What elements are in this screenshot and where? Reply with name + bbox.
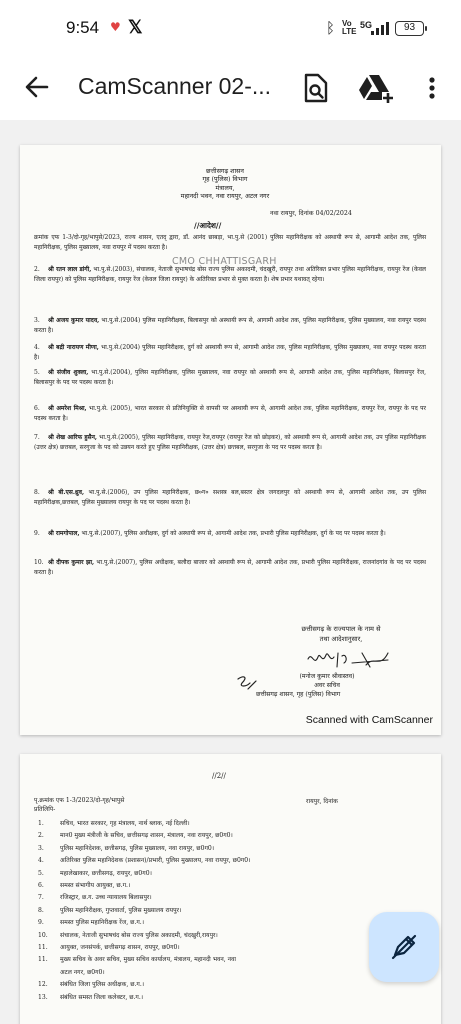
volte-indicator	[342, 20, 357, 36]
order-title: //आदेश//	[194, 221, 222, 230]
copy-number: 12.	[38, 981, 48, 989]
copy-number: 4.	[38, 857, 44, 865]
document-viewer[interactable]	[0, 120, 461, 1024]
paragraph-text: भा.पु.से. (2005), भारत सरकार से प्रतिनियुक्ति से वापसी पर अस्थायी रूप से, आगामी आदेश तक, पुलिस महानिरीक्षक, रायपुर रेंज, रायपुर के पद पर पदस्थ करता है।	[34, 405, 426, 422]
copy-text: मुख्य सचिव के अवर सचिव, मुख्य सचिव कार्यालय, मंत्रालय, महानदी भवन, नवा	[60, 956, 236, 964]
copy-number: 13.	[38, 993, 48, 1001]
document-page-1	[20, 145, 441, 735]
copy-text: सचिव, भारत सरकार, गृह मंत्रालय, नार्थ ब्लाक, नई दिल्ली।	[60, 820, 190, 827]
list-item	[34, 992, 429, 1004]
copy-text: महालेखाकार, छत्तीसगढ़, रायपुर, छ0ग0।	[60, 869, 152, 877]
list-item	[34, 979, 429, 991]
signatory-name	[272, 672, 382, 690]
copy-text: समस्त संभागीय आयुक्त, छ.ग.।	[60, 882, 131, 890]
paragraph-number: 5.	[34, 369, 40, 376]
paragraph-number: 7.	[34, 434, 40, 441]
copy-text: संचालक, नेताजी सुभाषचंद बोस राज्य पुलिस अकादमी, चंदखुरी,रायपुर।	[60, 931, 218, 939]
document-page-2	[20, 754, 441, 1024]
order-paragraph	[34, 265, 426, 284]
copy-text: आयुक्त, जनसंपर्क, छत्तीसगढ़ शासन, रायपुर, छ0ग0।	[60, 944, 180, 952]
order-intro: क्रमांक एफ 1-3/दो-गृह/भापुसे/2023, राज्य शासन, एतद् द्वारा, डॉ. आनंद छाबड़ा, भा.पु.से (2001) पुलिस महानिरीक्षक को अस्थायी रूप से, आगामी आदेश तक, पुलिस महानिरीक्षक, पुलिस मुख्यालय, नवा रायपुर में पदस्थ करता है।	[34, 234, 426, 251]
paragraph-text: भा.पु.से.(2007), पुलिस अधीक्षक, बलौदा बाजार को अस्थायी रूप से, आगामी आदेश तक, प्रभारी पुलिस महानिरीक्षक, राजनांदगांव के पद पर पदस्थ करता है।	[34, 559, 426, 576]
paragraph-text: भा.पु.से.(2004) पुलिस महानिरीक्षक, बिलासपुर को अस्थायी रूप से, आगामी आदेश तक, पुलिस महानिरीक्षक, पुलिस मुख्यालय, नवा रायपुर पदस्थ करता है।	[34, 317, 426, 334]
list-item	[34, 880, 429, 892]
watermark-text: CMO CHHATTISGARH	[172, 256, 277, 267]
network-type: 5G	[360, 20, 373, 30]
paragraph-number: 6.	[34, 405, 40, 412]
copy-number: 8.	[38, 906, 44, 914]
paragraph-number: 9.	[34, 530, 40, 537]
copy-text: अतिरिक्त पुलिस महानिदेशक (प्रशासन)/प्रभारी, पुलिस मुख्यालय, नवा रायपुर, छ0ग0।	[60, 857, 251, 865]
status-bar	[0, 0, 461, 58]
officer-name: श्री बद्री नारायण मीणा,	[48, 344, 99, 351]
order-paragraph	[34, 488, 426, 507]
officer-name: श्री अमरेश मिश्रा,	[48, 405, 87, 412]
bluetooth-icon: ᛒ	[326, 19, 336, 37]
add-to-drive-button[interactable]	[358, 71, 394, 105]
list-item	[34, 855, 429, 867]
volte-top: Vo	[342, 19, 352, 28]
copy-text: पुलिस महानिरीक्षक, गुप्तवार्ता, पुलिस मुख्यालय रायपुर।	[60, 906, 182, 914]
signatory-name-text: (मनोज कुमार श्रीवास्तव)	[299, 673, 355, 680]
paragraph-number: 8.	[34, 489, 40, 496]
x-notification-icon: 𝕏	[128, 17, 143, 37]
paragraph-number: 3.	[34, 317, 40, 324]
officer-name: श्री रामगोपाल,	[48, 530, 80, 537]
list-item	[34, 843, 429, 855]
order-date: नवा रायपुर, दिनांक 04/02/2024	[270, 210, 352, 217]
edit-fab-button[interactable]	[369, 912, 439, 982]
volte-bottom: LTE	[342, 27, 357, 36]
paragraph-text: भा.पु.से.(2007), पुलिस अधीक्षक, दुर्ग को अस्थायी रूप से, आगामी आदेश तक, प्रभारी पुलिस महानिरीक्षक, दुर्ग के पद पर पदस्थ करता है।	[79, 530, 386, 537]
header-line: मंत्रालय,	[215, 183, 235, 192]
edit-pen-icon	[390, 933, 418, 961]
copy-text: रजिस्ट्रार, छ.ग. उच्च न्यायालय बिलासपुर।	[60, 894, 152, 902]
header-line: महानदी भवन, नवा रायपुर, अटल नगर	[180, 192, 270, 201]
copy-number: 2.	[38, 832, 44, 840]
copy-text: संबंधित जिला पुलिस अधीक्षक, छ.ग.।	[60, 981, 145, 989]
copy-number: 7.	[38, 894, 44, 902]
copy-number: 10.	[38, 931, 48, 939]
list-item	[34, 868, 429, 880]
scanned-with-camscanner: Scanned with CamScanner	[305, 714, 433, 726]
paragraph-text: भा.पु.से.(2006), उप पुलिस महानिरीक्षक, छ०ग० सशस्त्र बल,बस्तर क्षेत्र जगदलपुर को अस्थायी रूप से, आगामी आदेश तक, उप पुलिस महानिरीक्षक,छत्तबल, पुलिस मुख्यालय रायपुर के पद पर पदस्थ करता है।	[34, 489, 426, 506]
signatory-office: छत्तीसगढ़ शासन, गृह (पुलिस) विभाग	[256, 691, 341, 698]
order-paragraph	[34, 343, 426, 362]
officer-name: श्री बी.एस.ध्रुव,	[48, 489, 85, 496]
officer-name: श्री संजीव शुक्ला,	[48, 369, 89, 376]
more-options-button[interactable]	[422, 72, 442, 104]
back-arrow-icon	[22, 72, 52, 102]
list-item	[34, 892, 429, 904]
reference-line: पृ.क्रमांक एफ 1-3/2023/दो-गृह/भापुसे	[34, 797, 125, 804]
closing-block	[256, 625, 426, 645]
paragraph-number: 10.	[34, 559, 44, 566]
copy-text: संबंधित समस्त जिला कलेक्टर, छ.ग.।	[60, 993, 144, 1001]
copy-heading: प्रतिलिपि-	[34, 806, 56, 813]
copy-number: 3.	[38, 844, 44, 852]
order-paragraph	[34, 529, 426, 539]
app-bar	[0, 58, 461, 120]
more-vert-icon	[422, 72, 442, 104]
header-line: छत्तीसगढ़ शासन	[206, 167, 244, 175]
document-title: CamScanner 02-...	[78, 73, 272, 99]
back-button[interactable]	[22, 72, 52, 102]
signal-strength-icon	[371, 21, 389, 35]
copy-text: पुलिस महानिदेशक, छत्तीसगढ़, पुलिस मुख्यालय, नवा रायपुर, छ0ग0।	[60, 844, 215, 852]
paragraph-number: 4.	[34, 344, 40, 351]
officer-name: श्री रतन लाल डांगी,	[48, 266, 92, 273]
order-paragraph	[34, 316, 426, 335]
google-lens-icon	[301, 71, 331, 105]
status-time: 9:54	[66, 18, 100, 37]
copy-number: 6.	[38, 882, 44, 890]
copy-list	[34, 818, 429, 1004]
paragraph-text: भा.पु.से.(2005), पुलिस महानिरीक्षक, रायपुर रेंज,रायपुर (रायपुर रेंज को छोड़कर), को अस्थायी रूप से, आगामी आदेश तक, उप पुलिस महानिरीक्षक (उत्तर क्षेत्र) छत्तबल, सरगुजा के पद को उन्नयन करते हुए पुलिस महानिरीक्षक, (उत्तर क्षेत्र) छत्तबल, सरगुजा के पद पर पदस्थ करता है।	[34, 434, 427, 451]
letterhead	[120, 167, 330, 201]
order-paragraph	[34, 433, 426, 452]
order-paragraph	[34, 368, 426, 387]
paragraph-text: भा.पु.से.(2004) पुलिस महानिरीक्षक, दुर्ग को अस्थायी रूप से, आगामी आदेश तक, पुलिस महानिरीक्षक, पुलिस मुख्यालय, नवा रायपुर पदस्थ करता है।	[34, 344, 426, 361]
google-lens-button[interactable]	[301, 71, 331, 105]
list-item	[34, 818, 429, 830]
copy-number: 9.	[38, 919, 44, 927]
closing-line: छत्तीसगढ़ के राज्यपाल के नाम से	[301, 625, 381, 633]
page-number: //2//	[212, 772, 226, 780]
header-line: गृह (पुलिस) विभाग	[202, 175, 248, 184]
battery-indicator: 93	[395, 21, 424, 36]
order-paragraph	[34, 558, 426, 577]
copy-number: 11.	[38, 944, 48, 952]
copy-text: अटल नगर, छ0ग0।	[60, 968, 105, 976]
officer-name: श्री दीपक कुमार झा,	[48, 559, 95, 566]
order-paragraph	[34, 404, 426, 423]
officer-name: श्री शेख आरिफ हुसैन,	[48, 434, 98, 441]
paragraph-text: भा.पु.से.(2004), पुलिस महानिरीक्षक, पुलिस मुख्यालय, नवा रायपुर को अस्थायी रूप से, आगामी आदेश तक, पुलिस महानिरीक्षक, बिलासपुर रेंज, बिलासपुर के पद पर पदस्थ करता है।	[34, 369, 426, 386]
paragraph-number: 2.	[34, 266, 40, 273]
drive-add-icon	[358, 71, 394, 105]
list-item	[34, 905, 429, 917]
copy-number: 5.	[38, 869, 44, 877]
heart-notification-icon: ♥	[110, 20, 121, 34]
copy-text: मान0 मुख्य मंत्रीजी के सचिव, छत्तीसगढ़ शासन, मंत्रालय, नवा रायपुर, छ0ग0।	[60, 832, 233, 840]
reference-place-date: रायपुर, दिनांक	[306, 798, 338, 805]
officer-name: श्री अजय कुमार यादव,	[48, 317, 100, 324]
closing-line: तथा आदेशानुसार,	[319, 634, 363, 643]
copy-text: समस्त पुलिस महानिरीक्षक रेंज, छ.ग.।	[60, 919, 145, 927]
list-item	[34, 830, 429, 842]
copy-number: 11.	[38, 956, 48, 964]
copy-number: 1.	[38, 820, 44, 827]
signatory-title: अवर सचिव	[314, 682, 340, 689]
paragraph-text: भा.पु.से.(2003), संचालक, नेताजी सुभाषचंद्र बोस राज्य पुलिस अकादमी, चंदखुरी, रायपुर तथा अतिरिक्त प्रभार पुलिस महानिरीक्षक, रायपुर रेंज (केवल जिला रायपुर) को पुलिस महानिरीक्षक, रायपुर रेंज (केवल जिला रायपुर) के अतिरिक्त प्रभार से मुक्त करता है। शेष प्रभार यथावत् रहेगा।	[34, 266, 427, 283]
